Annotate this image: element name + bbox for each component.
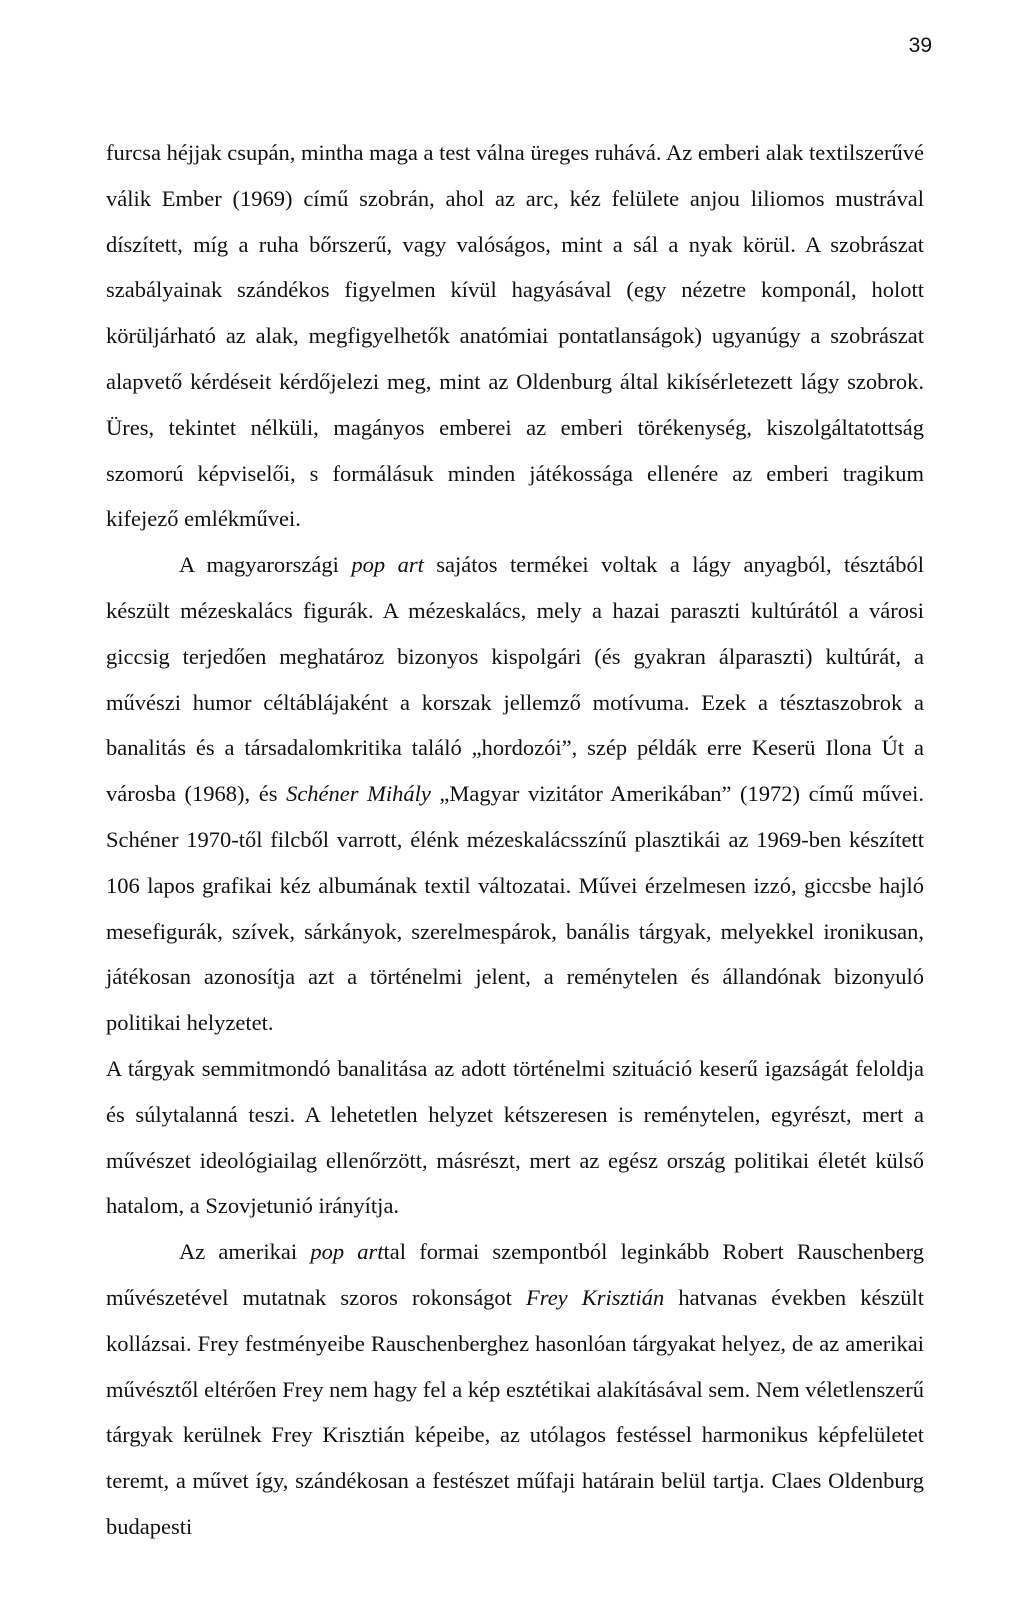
paragraph (106, 542, 924, 1046)
text-segment: tal formai szempontból leginkább Robert Rauschenberg művészetével mutatnak szoros rokonságot (106, 1239, 924, 1310)
text-segment: A tárgyak semmitmondó banalitása az adott történelmi szituáció keserű igazságát feloldja és súlytalanná teszi. A lehetetlen helyzet kétszeresen is reménytelen, egyrészt, mert a művészet ideológiailag ellenőrzött, másrészt, mert az egész ország politikai életét külső hatalom, a Szovjetunió irányítja. (106, 1055, 924, 1219)
italic-term: pop art (310, 1239, 384, 1265)
italic-term: pop art (351, 552, 424, 578)
text-segment: Az amerikai (179, 1239, 311, 1265)
text-segment: furcsa héjjak csupán, mintha maga a test válna üreges ruhává. Az emberi alak textilszerűvé válik Ember (1969) című szobrán, ahol az arc, kéz felülete anjou liliomos mustrával díszített, míg a ruha bőrszerű, vagy valóságos, mint a sál a nyak körül. A szobrászat szabályainak szándékos figyelmen kívül hagyásával (egy nézetre komponál, holott körüljárható az alak, megfigyelhetők anatómiai pontatlanságok) ugyanúgy a szobrászat alapvető kérdéseit kérdőjelezi meg, mint az Oldenburg által kikísérletezett lágy szobrok. Üres, tekintet nélküli, magányos emberei az emberi törékenység, kiszolgáltatottság szomorú képviselői, s formálásuk minden játékossága ellenére az emberi tragikum kifejező emlékművei. (106, 140, 924, 532)
text-segment: A magyarországi (179, 552, 352, 578)
text-segment: hatvanas években készült kollázsai. Frey festményeibe Rauschenberghez hasonlóan tárgyakat helyez, de az amerikai művésztől eltérően Frey nem hagy fel a kép esztétikai alakításával sem. Nem véletlenszerű tárgyak kerülnek Frey Krisztián képeibe, az utólagos festéssel harmonikus képfelületet teremt, a művet így, szándékosan a festészet műfaji határain belül tartja. Claes Oldenburg budapesti (106, 1284, 924, 1539)
page-number: 39 (908, 34, 932, 57)
paragraph (106, 1046, 924, 1229)
text-segment: „Magyar vizitátor Amerikában” (1972) című művei. Schéner 1970-től filcből varrott, élénk mézeskalácsszínű plasztikái az 1969-ben készített 106 lapos grafikai kéz albumának textil változatai. Művei érzelmesen izzó, giccsbe hajló mesefigurák, szívek, sárkányok, szerelmespárok, banális tárgyak, melyekkel ironikusan, játékosan azonosítja azt a történelmi jelent, a reménytelen és állandónak bizonyuló politikai helyzetet. (106, 781, 925, 1036)
text-segment: sajátos termékei voltak a lágy anyagból, tésztából készült mézeskalács figurák. A mézeskalács, mely a hazai paraszti kultúrától a városi giccsig terjedően meghatároz bizonyos kispolgári (és gyakran álparaszti) kultúrát, a művészi humor céltáblájaként a korszak jellemző motívuma. Ezek a tésztaszobrok a banalitás és a társadalomkritika találó „hordozói”, szép példák erre Keserü Ilona Út a városba (1968), és (106, 552, 924, 807)
artist-name: Schéner Mihály (286, 781, 431, 807)
body-text (106, 130, 924, 1550)
artist-name: Frey Krisztián (526, 1284, 665, 1310)
paragraph (106, 130, 924, 542)
paragraph (106, 1229, 924, 1550)
